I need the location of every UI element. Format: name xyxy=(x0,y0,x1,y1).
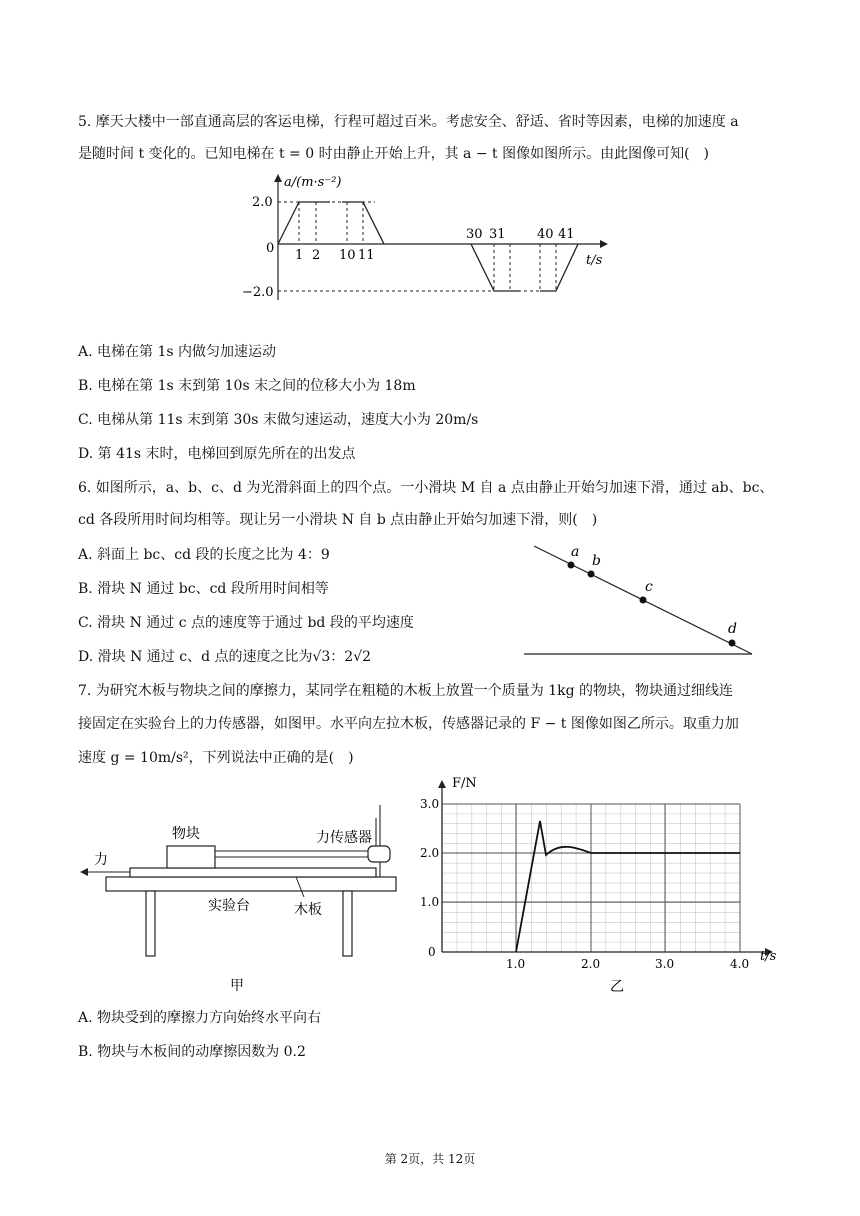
board-label: 木板 xyxy=(294,902,322,918)
q5-stem-line1: 5. 摩天大楼中一部直通高层的客运电梯，行程可超过百米。考虑安全、舒适、省时等因素，电梯的加速度 a xyxy=(78,114,739,130)
q5-xtick: 11 xyxy=(358,248,375,263)
q5-xtick: 31 xyxy=(489,227,506,242)
q5-option-d: D. 第 41s 末时，电梯回到原先所在的出发点 xyxy=(78,446,356,462)
q5-ytick-pos: 2.0 xyxy=(252,195,273,210)
table-label: 实验台 xyxy=(208,898,250,914)
q5-xtick: 10 xyxy=(339,248,356,263)
q7-apparatus-diagram xyxy=(80,800,410,1000)
q5-ytick-neg: −2.0 xyxy=(242,285,274,300)
page-footer: 第 2页，共 12页 xyxy=(384,1152,476,1166)
q7-xtick: 2.0 xyxy=(581,957,601,971)
q6-stem-line2: cd 各段所用时间均相等。现让另一小滑块 N 自 b 点由静止开始匀加速下滑，则( ) xyxy=(78,512,598,528)
q7-xlabel: t/s xyxy=(760,949,777,964)
q5-ylabel: a/(m·s⁻²) xyxy=(284,175,342,190)
q5-option-b: B. 电梯在第 1s 末到第 10s 末之间的位移大小为 18m xyxy=(78,378,416,394)
q5-acceleration-time-graph xyxy=(238,172,618,307)
q5-ytick-zero: 0 xyxy=(266,241,275,256)
q5-option-c: C. 电梯从第 11s 末到第 30s 末做匀速运动，速度大小为 20m/s xyxy=(78,412,479,428)
q6-option-d: D. 滑块 N 通过 c、d 点的速度之比为√3：2√2 xyxy=(78,649,372,665)
q7-option-a: A. 物块受到的摩擦力方向始终水平向右 xyxy=(78,1010,322,1026)
q5-option-a: A. 电梯在第 1s 内做匀加速运动 xyxy=(78,344,277,360)
block-label: 物块 xyxy=(172,826,200,842)
q7-stem-line1: 7. 为研究木板与物块之间的摩擦力，某同学在粗糙的木板上放置一个质量为 1kg 的物块，物块通过细线连 xyxy=(78,683,734,699)
q6-incline-diagram xyxy=(520,540,760,658)
q6-option-c: C. 滑块 N 通过 c 点的速度等于通过 bd 段的平均速度 xyxy=(78,615,414,631)
q7-xtick: 3.0 xyxy=(655,957,675,971)
figure-jia-caption: 甲 xyxy=(230,978,244,994)
q6-stem-line1: 6. 如图所示，a、b、c、d 为光滑斜面上的四个点。一小滑块 M 自 a 点由静止开始匀加速下滑，通过 ab、bc、 xyxy=(78,480,774,496)
q5-xtick: 40 xyxy=(537,227,554,242)
q5-xtick: 30 xyxy=(466,227,483,242)
q5-xlabel: t/s xyxy=(586,253,603,268)
sensor-label: 力传感器 xyxy=(316,830,372,846)
q7-option-b: B. 物块与木板间的动摩擦因数为 0.2 xyxy=(78,1044,306,1060)
q5-xtick: 1 xyxy=(295,248,304,263)
point-a-label: a xyxy=(571,544,580,560)
force-label: 力 xyxy=(94,852,108,868)
point-c-label: c xyxy=(645,579,653,595)
q7-ytick: 2.0 xyxy=(420,846,440,860)
q5-stem-line2: 是随时间 t 变化的。已知电梯在 t = 0 时由静止开始上升，其 a − t 图像如图所示。由此图像可知( ) xyxy=(78,146,710,162)
q7-ytick: 3.0 xyxy=(420,797,440,811)
q7-force-time-graph xyxy=(420,772,790,997)
q7-xtick: 4.0 xyxy=(730,957,750,971)
q7-stem-line3: 速度 g = 10m/s²，下列说法中正确的是( ) xyxy=(78,750,354,766)
q6-option-b: B. 滑块 N 通过 bc、cd 段所用时间相等 xyxy=(78,581,329,597)
q7-stem-line2: 接固定在实验台上的力传感器，如图甲。水平向左拉木板，传感器记录的 F − t 图像如图乙所示。取重力加 xyxy=(78,716,739,732)
q7-ytick: 1.0 xyxy=(420,895,440,909)
q7-xtick: 1.0 xyxy=(506,957,526,971)
q7-ylabel: F/N xyxy=(452,776,477,791)
figure-yi-caption: 乙 xyxy=(610,979,624,995)
q5-xtick: 2 xyxy=(312,248,321,263)
q6-option-a: A. 斜面上 bc、cd 段的长度之比为 4：9 xyxy=(78,547,330,563)
q7-ytick: 0 xyxy=(428,945,436,959)
point-d-label: d xyxy=(728,621,737,637)
q5-xtick: 41 xyxy=(558,227,575,242)
point-b-label: b xyxy=(592,553,601,569)
